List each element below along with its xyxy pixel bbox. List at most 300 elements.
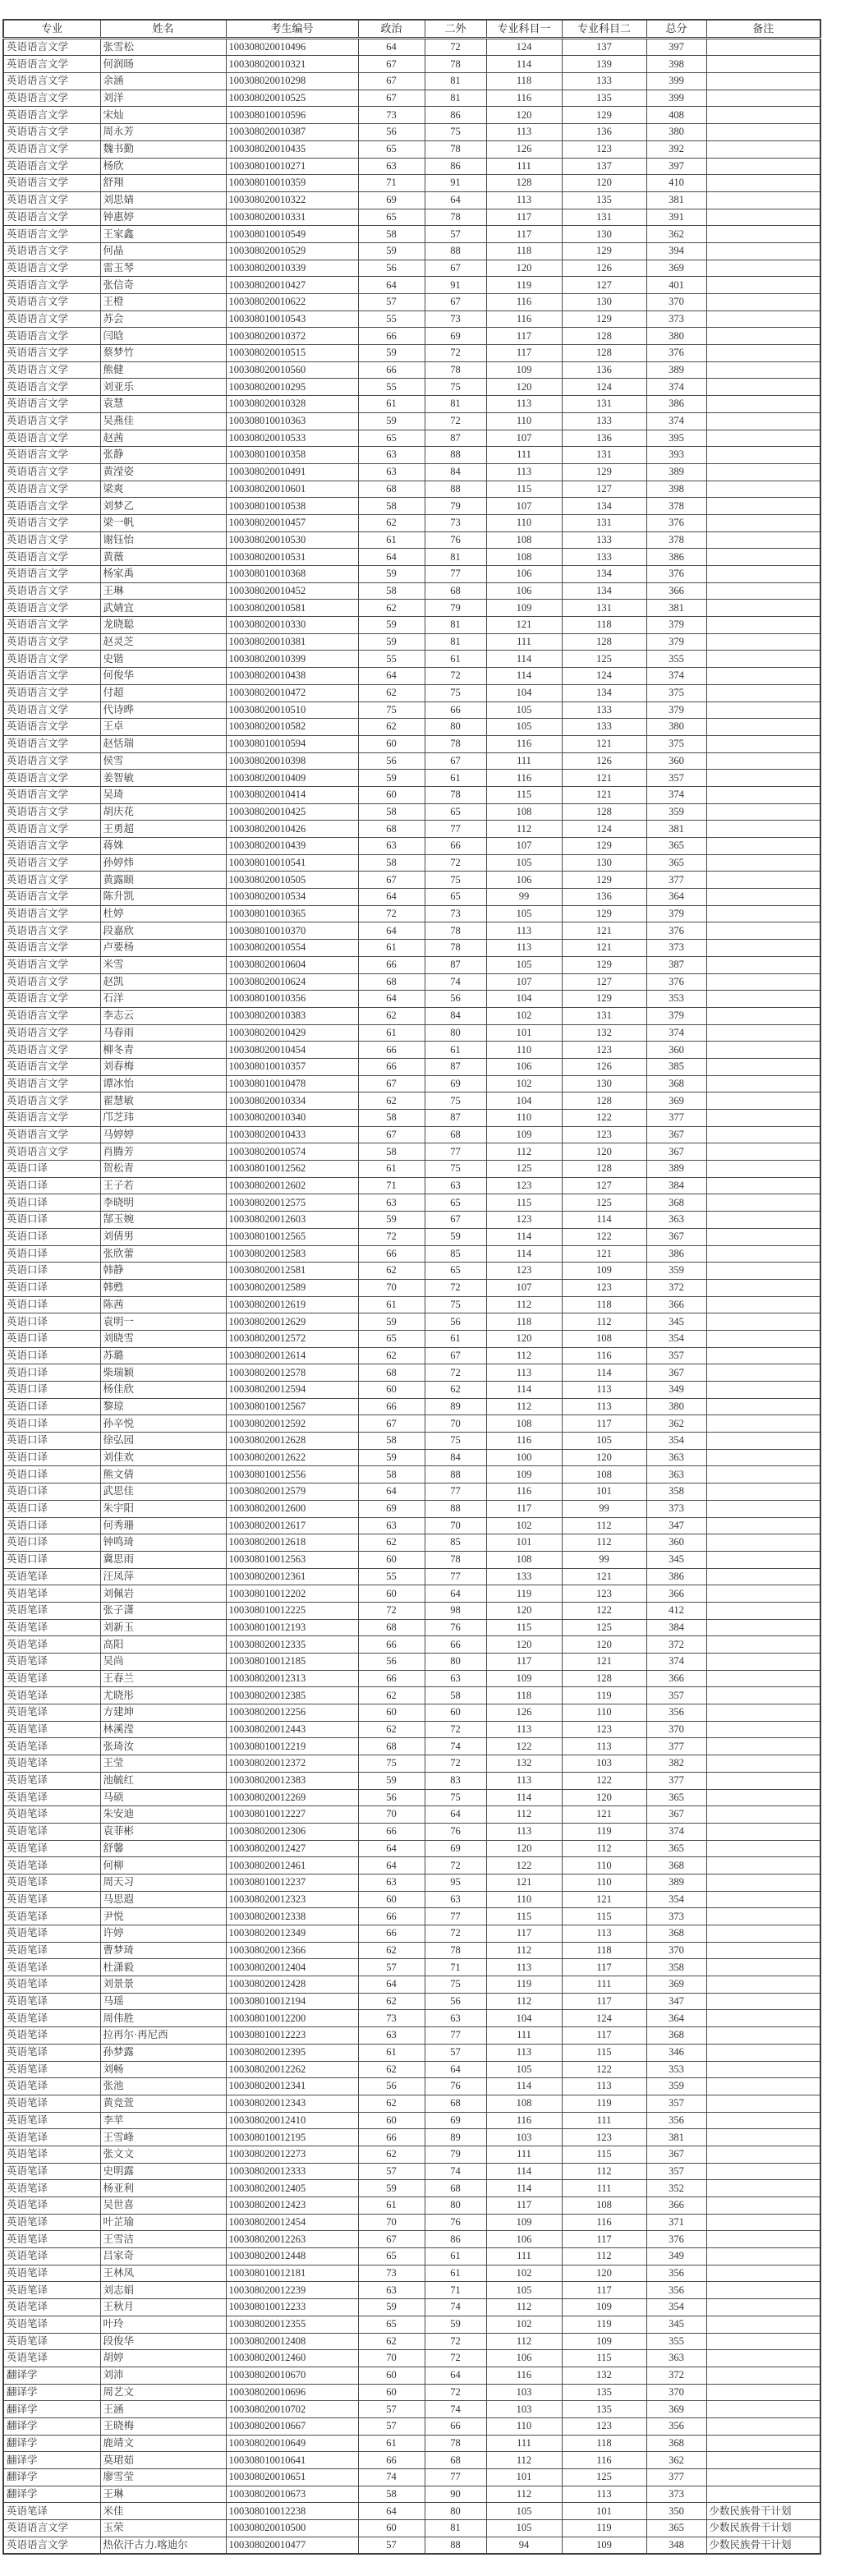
cell-subject1: 112 (486, 1993, 562, 2010)
cell-politics: 70 (358, 1279, 425, 1296)
cell-subject1: 105 (486, 905, 562, 922)
cell-second_fl: 72 (425, 2384, 486, 2401)
cell-name: 尤晓彤 (100, 1687, 226, 1704)
cell-second_fl: 57 (425, 2044, 486, 2061)
cell-total: 377 (646, 1738, 706, 1755)
cell-subject2: 123 (562, 2129, 646, 2146)
column-header-politics: 政治 (358, 20, 425, 38)
cell-name: 何润旸 (100, 56, 226, 73)
cell-second_fl: 61 (425, 1042, 486, 1059)
cell-subject1: 94 (486, 2537, 562, 2554)
cell-major: 英语语言文学 (3, 854, 100, 872)
table-row (3, 1058, 820, 1075)
cell-remarks: 少数民族骨干计划 (706, 2503, 820, 2520)
cell-subject2: 113 (562, 2078, 646, 2095)
cell-total: 377 (646, 1110, 706, 1127)
table-row (3, 1568, 820, 1585)
cell-candidate_no: 100308020010334 (226, 1092, 358, 1110)
table-row (3, 684, 820, 702)
cell-total: 379 (646, 1007, 706, 1024)
cell-second_fl: 61 (425, 651, 486, 668)
cell-subject1: 117 (486, 328, 562, 345)
cell-politics: 58 (358, 498, 425, 515)
cell-subject1: 107 (486, 838, 562, 855)
cell-candidate_no: 100308020010696 (226, 2384, 358, 2401)
cell-total: 381 (646, 2129, 706, 2146)
table-row (3, 2384, 820, 2401)
cell-candidate_no: 100308020012578 (226, 1364, 358, 1382)
cell-second_fl: 61 (425, 2265, 486, 2282)
cell-total: 363 (646, 1466, 706, 1484)
cell-politics: 69 (358, 1500, 425, 1517)
cell-remarks (706, 1058, 820, 1075)
cell-major: 英语语言文学 (3, 56, 100, 73)
cell-politics: 64 (358, 38, 425, 56)
cell-remarks (706, 956, 820, 973)
table-row (3, 345, 820, 362)
table-row (3, 2248, 820, 2266)
cell-candidate_no: 100308010012562 (226, 1161, 358, 1178)
cell-candidate_no: 100308010010594 (226, 735, 358, 752)
cell-second_fl: 78 (425, 56, 486, 73)
cell-total: 355 (646, 651, 706, 668)
cell-second_fl: 65 (425, 1263, 486, 1280)
cell-subject2: 131 (562, 396, 646, 413)
cell-name: 梁爽 (100, 481, 226, 498)
cell-major: 英语笔译 (3, 1721, 100, 1738)
cell-name: 余涵 (100, 73, 226, 90)
cell-subject2: 131 (562, 209, 646, 226)
cell-remarks (706, 498, 820, 515)
cell-remarks (706, 2384, 820, 2401)
cell-major: 翻译学 (3, 2384, 100, 2401)
cell-total: 374 (646, 786, 706, 803)
cell-name: 王秋月 (100, 2299, 226, 2316)
cell-candidate_no: 100308020012583 (226, 1245, 358, 1263)
cell-remarks (706, 140, 820, 158)
cell-subject2: 120 (562, 1143, 646, 1161)
cell-name: 汪凤萍 (100, 1568, 226, 1585)
cell-politics: 64 (358, 1484, 425, 1501)
table-row (3, 617, 820, 634)
cell-candidate_no: 100308020010500 (226, 2520, 358, 2537)
cell-subject2: 119 (562, 2095, 646, 2112)
cell-total: 357 (646, 1687, 706, 1704)
cell-remarks (706, 1534, 820, 1552)
cell-total: 408 (646, 107, 706, 124)
cell-major: 英语笔译 (3, 1619, 100, 1636)
cell-politics: 74 (358, 2469, 425, 2486)
cell-name: 钟惠婷 (100, 209, 226, 226)
cell-politics: 67 (358, 90, 425, 107)
cell-candidate_no: 100308010012237 (226, 1874, 358, 1891)
cell-politics: 63 (358, 1194, 425, 1212)
cell-candidate_no: 100308020012589 (226, 1279, 358, 1296)
cell-second_fl: 72 (425, 1857, 486, 1874)
cell-second_fl: 73 (425, 905, 486, 922)
cell-politics: 60 (358, 1585, 425, 1603)
cell-subject2: 109 (562, 1263, 646, 1280)
cell-candidate_no: 100308010010365 (226, 905, 358, 922)
cell-total: 345 (646, 2316, 706, 2333)
cell-name: 热依汗古力.喀迪尔 (100, 2537, 226, 2554)
cell-politics: 68 (358, 481, 425, 498)
cell-subject2: 112 (562, 2163, 646, 2180)
cell-name: 王橙 (100, 294, 226, 311)
table-row (3, 1636, 820, 1654)
cell-remarks (706, 294, 820, 311)
cell-candidate_no: 100308010012185 (226, 1654, 358, 1671)
cell-major: 英语笔译 (3, 1687, 100, 1704)
table-row (3, 1840, 820, 1857)
cell-name: 林溪滢 (100, 1721, 226, 1738)
cell-remarks (706, 2452, 820, 2469)
cell-major: 英语语言文学 (3, 702, 100, 719)
cell-remarks (706, 838, 820, 855)
cell-subject2: 121 (562, 1806, 646, 1824)
cell-second_fl: 72 (425, 2350, 486, 2367)
cell-politics: 75 (358, 1755, 425, 1773)
cell-candidate_no: 100308020012628 (226, 1433, 358, 1450)
cell-politics: 59 (358, 566, 425, 583)
cell-candidate_no: 100308010012181 (226, 2265, 358, 2282)
table-row (3, 1534, 820, 1552)
cell-second_fl: 90 (425, 2486, 486, 2503)
cell-name: 刘亚乐 (100, 379, 226, 396)
cell-major: 英语笔译 (3, 1840, 100, 1857)
cell-second_fl: 74 (425, 2401, 486, 2418)
cell-total: 370 (646, 2384, 706, 2401)
table-row (3, 2265, 820, 2282)
cell-politics: 70 (358, 1806, 425, 1824)
cell-remarks (706, 1602, 820, 1619)
cell-subject2: 133 (562, 549, 646, 566)
cell-candidate_no: 100308010012195 (226, 2129, 358, 2146)
cell-politics: 56 (358, 752, 425, 770)
cell-name: 袁慧 (100, 396, 226, 413)
cell-politics: 67 (358, 1415, 425, 1433)
cell-subject1: 122 (486, 1738, 562, 1755)
cell-second_fl: 69 (425, 1840, 486, 1857)
cell-politics: 64 (358, 277, 425, 294)
cell-candidate_no: 100308020012602 (226, 1177, 358, 1194)
cell-candidate_no: 100308020012349 (226, 1925, 358, 1943)
table-row (3, 1687, 820, 1704)
cell-subject2: 101 (562, 2503, 646, 2520)
cell-total: 401 (646, 277, 706, 294)
cell-total: 371 (646, 2214, 706, 2231)
cell-major: 英语口译 (3, 1415, 100, 1433)
cell-candidate_no: 100308020012629 (226, 1313, 358, 1331)
table-row (3, 1925, 820, 1943)
cell-total: 367 (646, 1228, 706, 1245)
cell-subject1: 112 (486, 1942, 562, 1959)
column-header-remarks: 备注 (706, 20, 820, 38)
cell-name: 赵恬瑞 (100, 735, 226, 752)
cell-candidate_no: 100308020010582 (226, 719, 358, 736)
cell-candidate_no: 100308010010538 (226, 498, 358, 515)
cell-total: 376 (646, 566, 706, 583)
cell-total: 387 (646, 956, 706, 973)
cell-second_fl: 88 (425, 481, 486, 498)
cell-major: 英语语言文学 (3, 872, 100, 889)
cell-politics: 59 (358, 2180, 425, 2197)
cell-subject2: 123 (562, 1042, 646, 1059)
cell-subject2: 127 (562, 277, 646, 294)
cell-major: 英语语言文学 (3, 107, 100, 124)
cell-major: 英语语言文学 (3, 328, 100, 345)
cell-candidate_no: 100308020010322 (226, 191, 358, 209)
cell-subject2: 131 (562, 1007, 646, 1024)
cell-second_fl: 75 (425, 124, 486, 141)
cell-major: 英语笔译 (3, 1602, 100, 1619)
column-header-subject2: 专业科目二 (562, 20, 646, 38)
cell-subject1: 110 (486, 1110, 562, 1127)
cell-candidate_no: 100308020012619 (226, 1296, 358, 1313)
cell-candidate_no: 100308020010414 (226, 786, 358, 803)
cell-major: 英语语言文学 (3, 73, 100, 90)
cell-politics: 58 (358, 582, 425, 600)
cell-total: 379 (646, 633, 706, 651)
cell-subject1: 114 (486, 1228, 562, 1245)
cell-candidate_no: 100308010010271 (226, 158, 358, 175)
cell-second_fl: 72 (425, 1364, 486, 1382)
cell-politics: 61 (358, 2197, 425, 2215)
cell-major: 英语口译 (3, 1347, 100, 1364)
table-row (3, 1161, 820, 1178)
cell-total: 389 (646, 1874, 706, 1891)
cell-name: 刘畅 (100, 2061, 226, 2078)
cell-name: 杨欣 (100, 158, 226, 175)
cell-subject2: 124 (562, 2010, 646, 2027)
table-row (3, 2486, 820, 2503)
cell-subject2: 121 (562, 770, 646, 787)
table-row (3, 821, 820, 838)
cell-subject1: 114 (486, 651, 562, 668)
cell-remarks (706, 940, 820, 957)
cell-major: 英语笔译 (3, 2503, 100, 2520)
cell-name: 孙辛悦 (100, 1415, 226, 1433)
cell-name: 卢要杨 (100, 940, 226, 957)
cell-second_fl: 63 (425, 1670, 486, 1687)
cell-candidate_no: 100308020010429 (226, 1024, 358, 1042)
cell-total: 367 (646, 2146, 706, 2163)
cell-politics: 62 (358, 2146, 425, 2163)
cell-second_fl: 91 (425, 175, 486, 192)
cell-candidate_no: 100308020012262 (226, 2061, 358, 2078)
cell-remarks (706, 90, 820, 107)
cell-second_fl: 78 (425, 1551, 486, 1568)
cell-remarks (706, 1585, 820, 1603)
cell-major: 英语语言文学 (3, 310, 100, 328)
cell-second_fl: 68 (425, 2452, 486, 2469)
cell-candidate_no: 100308020012273 (226, 2146, 358, 2163)
table-row (3, 107, 820, 124)
cell-subject2: 120 (562, 1449, 646, 1466)
cell-candidate_no: 100308020012341 (226, 2078, 358, 2095)
cell-second_fl: 66 (425, 838, 486, 855)
cell-politics: 61 (358, 2435, 425, 2452)
cell-name: 王子若 (100, 1177, 226, 1194)
cell-candidate_no: 100308020010427 (226, 277, 358, 294)
cell-subject1: 121 (486, 617, 562, 634)
cell-name: 冀思雨 (100, 1551, 226, 1568)
cell-total: 373 (646, 2486, 706, 2503)
cell-remarks (706, 2401, 820, 2418)
cell-subject2: 103 (562, 1755, 646, 1773)
cell-major: 英语笔译 (3, 1738, 100, 1755)
cell-subject2: 123 (562, 1585, 646, 1603)
cell-politics: 57 (358, 2537, 425, 2554)
cell-candidate_no: 100308020010530 (226, 531, 358, 549)
cell-subject1: 113 (486, 922, 562, 940)
table-row (3, 1228, 820, 1245)
cell-name: 莫珺茹 (100, 2452, 226, 2469)
cell-politics: 75 (358, 702, 425, 719)
cell-total: 394 (646, 242, 706, 260)
cell-second_fl: 69 (425, 2112, 486, 2129)
cell-second_fl: 76 (425, 1619, 486, 1636)
cell-total: 386 (646, 396, 706, 413)
cell-total: 345 (646, 1551, 706, 1568)
cell-subject2: 120 (562, 1789, 646, 1806)
cell-politics: 67 (358, 872, 425, 889)
cell-total: 393 (646, 447, 706, 464)
cell-subject1: 118 (486, 242, 562, 260)
cell-politics: 62 (358, 1092, 425, 1110)
cell-subject2: 121 (562, 1245, 646, 1263)
cell-subject2: 128 (562, 1161, 646, 1178)
cell-subject1: 115 (486, 786, 562, 803)
table-row (3, 582, 820, 600)
cell-remarks (706, 617, 820, 634)
cell-name: 尹悦 (100, 1908, 226, 1925)
cell-subject2: 125 (562, 1194, 646, 1212)
cell-major: 英语语言文学 (3, 430, 100, 447)
cell-remarks (706, 2146, 820, 2163)
cell-subject2: 108 (562, 1330, 646, 1347)
cell-remarks (706, 1704, 820, 1722)
cell-major: 英语语言文学 (3, 600, 100, 617)
cell-name: 朱宇阳 (100, 1500, 226, 1517)
cell-name: 米雪 (100, 956, 226, 973)
table-row (3, 1296, 820, 1313)
cell-candidate_no: 100308020012408 (226, 2333, 358, 2350)
cell-remarks (706, 481, 820, 498)
cell-candidate_no: 100308020010624 (226, 973, 358, 991)
cell-remarks: 少数民族骨干计划 (706, 2537, 820, 2554)
cell-second_fl: 57 (425, 226, 486, 243)
cell-remarks (706, 1075, 820, 1092)
cell-major: 英语笔译 (3, 1857, 100, 1874)
cell-total: 368 (646, 1857, 706, 1874)
cell-total: 347 (646, 1993, 706, 2010)
cell-politics: 62 (358, 719, 425, 736)
cell-subject1: 116 (486, 310, 562, 328)
cell-major: 英语笔译 (3, 2129, 100, 2146)
cell-politics: 65 (358, 2316, 425, 2333)
cell-remarks (706, 1042, 820, 1059)
cell-major: 英语笔译 (3, 1908, 100, 1925)
cell-subject1: 107 (486, 430, 562, 447)
cell-major: 英语笔译 (3, 1670, 100, 1687)
cell-name: 胡婷 (100, 2350, 226, 2367)
cell-subject1: 108 (486, 803, 562, 821)
table-row (3, 1212, 820, 1229)
cell-remarks (706, 463, 820, 481)
cell-subject1: 115 (486, 1908, 562, 1925)
cell-second_fl: 67 (425, 294, 486, 311)
cell-major: 英语语言文学 (3, 158, 100, 175)
cell-subject1: 117 (486, 345, 562, 362)
cell-subject1: 114 (486, 668, 562, 685)
cell-remarks (706, 719, 820, 736)
cell-subject2: 135 (562, 191, 646, 209)
cell-major: 英语语言文学 (3, 617, 100, 634)
cell-subject2: 119 (562, 2520, 646, 2537)
cell-second_fl: 65 (425, 889, 486, 906)
cell-name: 张雪松 (100, 38, 226, 56)
cell-name: 孙梦露 (100, 2044, 226, 2061)
cell-candidate_no: 100308010010478 (226, 1075, 358, 1092)
cell-subject2: 134 (562, 684, 646, 702)
table-row (3, 1364, 820, 1382)
cell-total: 364 (646, 889, 706, 906)
cell-subject2: 135 (562, 2384, 646, 2401)
cell-total: 355 (646, 2333, 706, 2350)
cell-name: 杜潇毅 (100, 1959, 226, 1976)
table-row (3, 260, 820, 277)
cell-subject1: 114 (486, 1245, 562, 1263)
cell-subject1: 104 (486, 684, 562, 702)
cell-second_fl: 74 (425, 1738, 486, 1755)
cell-name: 代诗晔 (100, 702, 226, 719)
cell-candidate_no: 100308020012385 (226, 1687, 358, 1704)
cell-second_fl: 85 (425, 1534, 486, 1552)
table-row (3, 1382, 820, 1399)
cell-subject1: 120 (486, 379, 562, 396)
cell-second_fl: 72 (425, 1755, 486, 1773)
table-row (3, 2520, 820, 2537)
cell-name: 王晓梅 (100, 2417, 226, 2435)
cell-second_fl: 72 (425, 668, 486, 685)
table-row (3, 242, 820, 260)
table-row (3, 2452, 820, 2469)
cell-remarks: 少数民族骨干计划 (706, 2520, 820, 2537)
cell-major: 英语笔译 (3, 2265, 100, 2282)
cell-name: 池毓红 (100, 1772, 226, 1789)
cell-remarks (706, 1347, 820, 1364)
cell-major: 翻译学 (3, 2469, 100, 2486)
cell-second_fl: 88 (425, 242, 486, 260)
cell-second_fl: 75 (425, 1092, 486, 1110)
cell-politics: 62 (358, 1687, 425, 1704)
cell-candidate_no: 100308010012233 (226, 2299, 358, 2316)
cell-remarks (706, 702, 820, 719)
cell-total: 373 (646, 1908, 706, 1925)
cell-subject1: 115 (486, 1194, 562, 1212)
cell-second_fl: 87 (425, 956, 486, 973)
table-row (3, 2231, 820, 2248)
table-row (3, 2163, 820, 2180)
cell-name: 张欣蕾 (100, 1245, 226, 1263)
cell-subject1: 113 (486, 940, 562, 957)
table-row (3, 1007, 820, 1024)
cell-total: 376 (646, 514, 706, 531)
cell-politics: 61 (358, 2044, 425, 2061)
cell-name: 刘洋 (100, 90, 226, 107)
cell-subject2: 99 (562, 1500, 646, 1517)
